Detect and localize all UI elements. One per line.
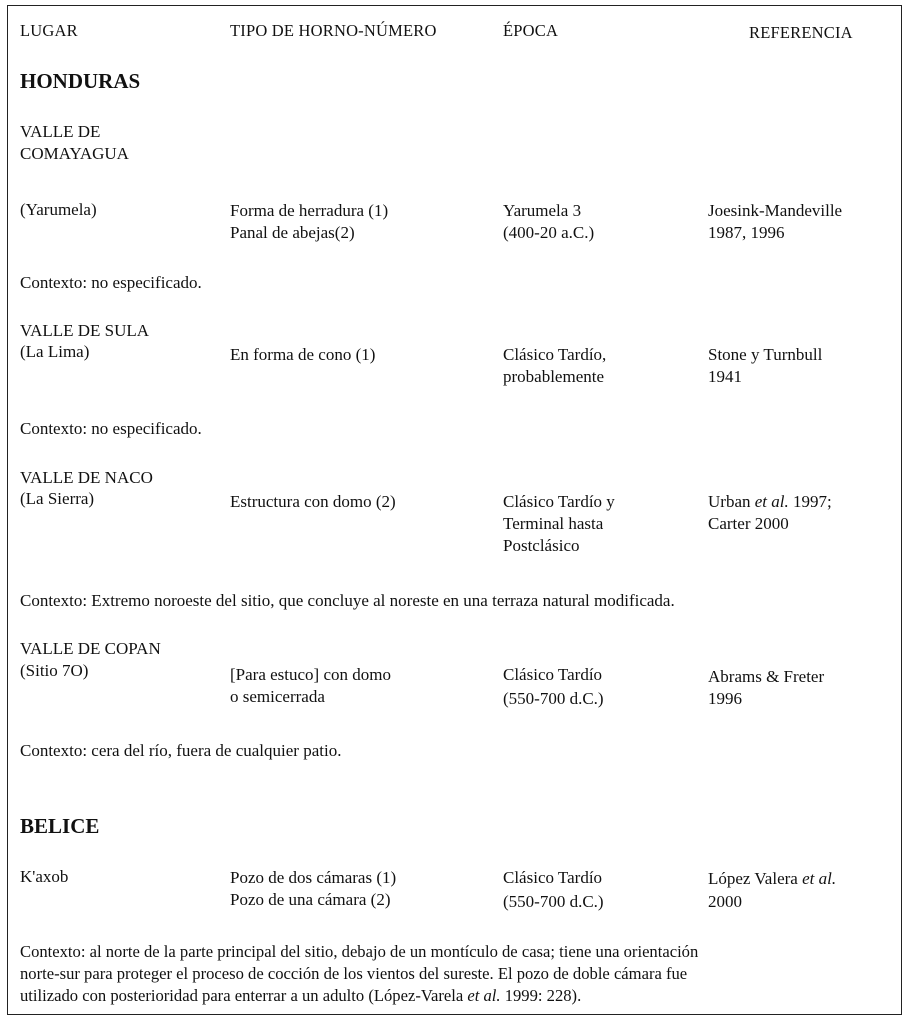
epoca-kaxob-2: (550-700 d.C.) (503, 892, 604, 911)
site-kaxob: K'axob (20, 867, 69, 886)
ref-yarumela-1: Joesink-Mandeville (708, 201, 843, 220)
ref-la-sierra-2: Carter 2000 (708, 514, 789, 533)
contexto-sitio-7o: Contexto: cera del río, fuera de cualquier patio. (20, 741, 342, 760)
section-title-belice: BELICE (20, 814, 100, 838)
tipo-yarumela-2: Panal de abejas(2) (230, 223, 355, 242)
ref-sitio-7o-2: 1996 (708, 689, 742, 708)
tipo-sitio-7o-2: o semicerrada (230, 687, 325, 706)
contexto-kaxob-line2: norte-sur para proteger el proceso de cocción de los vientos del sureste. El pozo de doble cámara fue (20, 964, 688, 983)
epoca-la-sierra-1: Clásico Tardío y (503, 492, 615, 511)
ref-la-lima-2: 1941 (708, 367, 742, 386)
contexto-la-sierra: Contexto: Extremo noroeste del sitio, que concluye al noreste en una terraza natural modificada. (20, 591, 675, 610)
header-tipo: TIPO DE HORNO-NÚMERO (230, 21, 437, 40)
header-referencia: REFERENCIA (749, 23, 853, 42)
header-epoca: ÉPOCA (503, 21, 559, 40)
ref-sitio-7o-1: Abrams & Freter (708, 667, 825, 686)
site-la-lima: (La Lima) (20, 342, 90, 361)
epoca-sitio-7o-1: Clásico Tardío (503, 665, 603, 684)
region-copan: VALLE DE COPAN (20, 639, 161, 658)
contexto-la-lima: Contexto: no especificado. (20, 419, 202, 438)
tipo-yarumela-1: Forma de herradura (1) (230, 201, 389, 220)
ref-la-sierra-1: Urban et al. 1997; (708, 492, 832, 511)
region-comayagua-line1: VALLE DE (20, 122, 101, 141)
contexto-kaxob-line1: Contexto: al norte de la parte principal del sitio, debajo de un montículo de casa; tiene una orientación (20, 942, 699, 961)
contexto-yarumela: Contexto: no especificado. (20, 273, 202, 292)
region-naco: VALLE DE NACO (20, 468, 153, 487)
epoca-yarumela-1: Yarumela 3 (503, 201, 582, 220)
section-title-honduras: HONDURAS (20, 69, 141, 93)
epoca-sitio-7o-2: (550-700 d.C.) (503, 689, 604, 708)
tipo-kaxob-2: Pozo de una cámara (2) (230, 890, 391, 909)
tipo-la-sierra: Estructura con domo (2) (230, 492, 396, 511)
tipo-kaxob-1: Pozo de dos cámaras (1) (230, 868, 397, 887)
epoca-yarumela-2: (400-20 a.C.) (503, 223, 595, 242)
tipo-sitio-7o-1: [Para estuco] con domo (230, 665, 391, 684)
epoca-kaxob-1: Clásico Tardío (503, 868, 603, 887)
region-sula: VALLE DE SULA (20, 321, 150, 340)
contexto-kaxob-line3: utilizado con posterioridad para enterrar a un adulto (López-Varela et al. 1999: 228). (20, 986, 582, 1005)
region-comayagua-line2: COMAYAGUA (20, 144, 129, 163)
ref-kaxob-2: 2000 (708, 892, 742, 911)
ref-kaxob-1: López Valera et al. (708, 869, 837, 888)
epoca-la-sierra-2: Terminal hasta (503, 514, 604, 533)
epoca-la-lima-2: probablemente (503, 367, 605, 386)
site-sitio-7o: (Sitio 7O) (20, 661, 89, 680)
ref-yarumela-2: 1987, 1996 (708, 223, 785, 242)
site-la-sierra: (La Sierra) (20, 489, 95, 508)
ref-la-lima-1: Stone y Turnbull (708, 345, 823, 364)
site-yarumela: (Yarumela) (20, 200, 97, 219)
tipo-la-lima: En forma de cono (1) (230, 345, 376, 364)
header-lugar: LUGAR (20, 21, 78, 40)
epoca-la-sierra-3: Postclásico (503, 536, 580, 555)
epoca-la-lima-1: Clásico Tardío, (503, 345, 607, 364)
